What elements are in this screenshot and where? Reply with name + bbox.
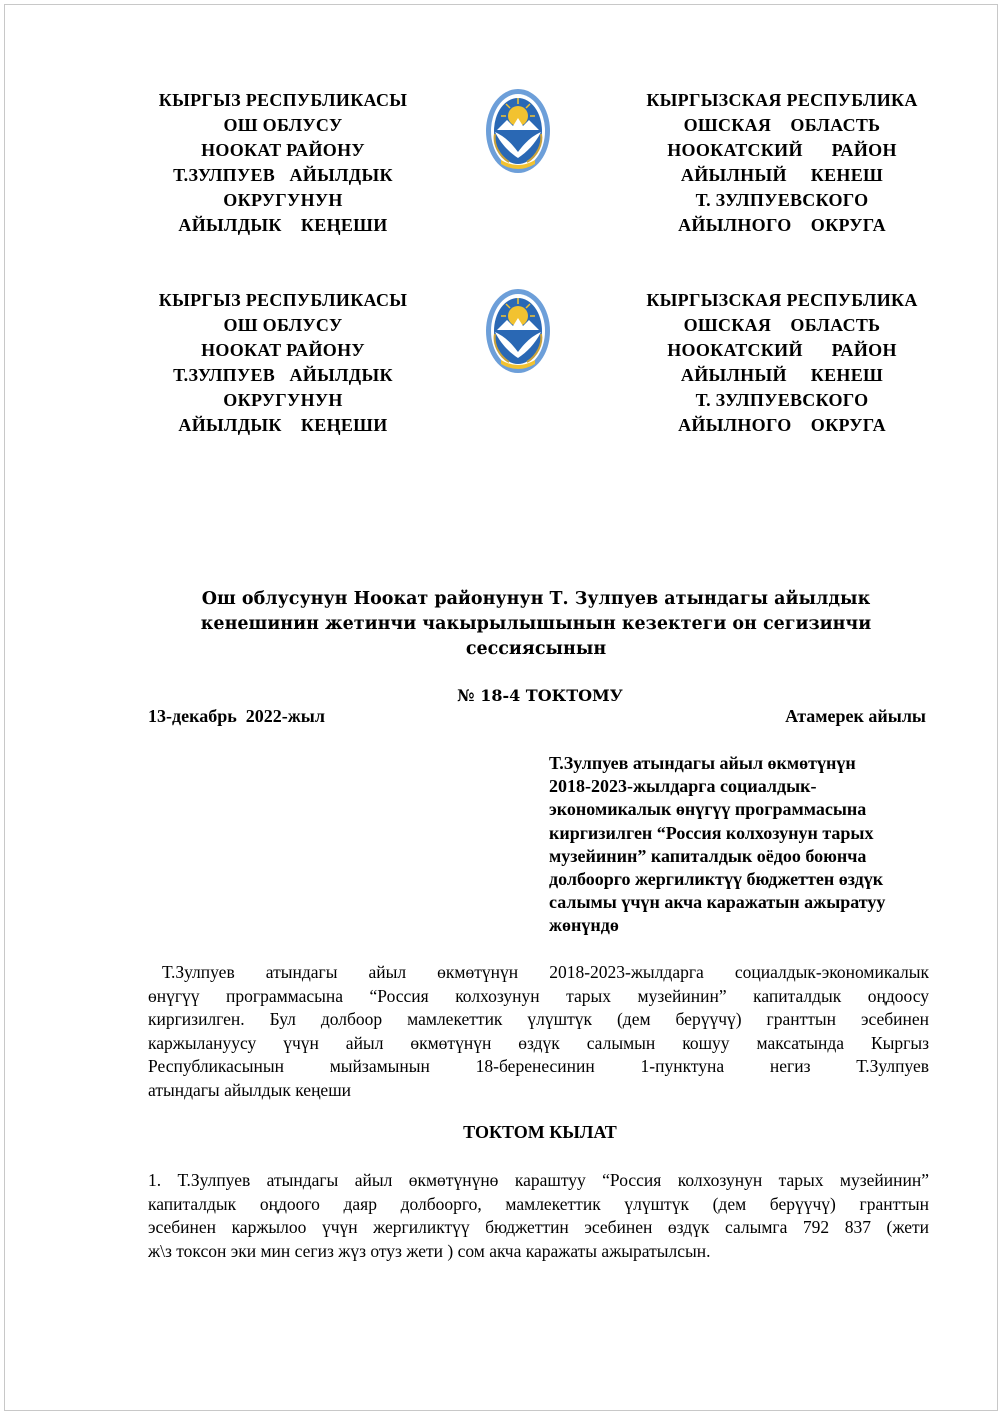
- letterhead-russian: [612, 288, 952, 438]
- letterhead-line: АЙЫЛНОГО ОКРУГА: [678, 415, 886, 435]
- subject-line: салымы үчүн акча каражатын ажыратуу: [549, 892, 886, 913]
- letterhead-line: НООКАТСКИЙ РАЙОН: [667, 340, 897, 360]
- point-line: 1. Т.Зулпуев атындагы айыл өкмөтүнүнө караштуу “Россия колхозунун тарых музейинин”: [148, 1170, 929, 1190]
- letterhead-line: ОШ ОБЛУСУ: [223, 315, 343, 335]
- document-title: [130, 587, 942, 662]
- subject-line: 2018-2023-жылдарга социалдык-: [549, 776, 817, 797]
- state-emblem-icon: [485, 288, 551, 374]
- subject-line: музейинин” капиталдык оёдоо боюнча: [549, 845, 867, 866]
- preamble-paragraph: [148, 961, 929, 1102]
- letterhead-line: Т.ЗУЛПУЕВ АЙЫЛДЫК: [173, 365, 393, 385]
- letterhead-line: АЙЫЛНОГО ОКРУГА: [678, 215, 886, 235]
- resolves-heading: ТОКТОМ КЫЛАТ: [463, 1122, 617, 1142]
- point-line: капиталдык оңдоого даяр долбоорго, мамлекеттик үлүштүк (дем берүүчү) гранттын: [148, 1193, 929, 1214]
- letterhead-line: Т. ЗУЛПУЕВСКОГО: [695, 390, 869, 410]
- letterhead-line: АЙЫЛДЫК КЕҢЕШИ: [178, 415, 388, 435]
- letterhead-kyrgyz: [113, 88, 453, 238]
- letterhead-line: НООКАТ РАЙОНУ: [201, 340, 365, 360]
- state-emblem-icon: [485, 88, 551, 174]
- letterhead-line: НООКАТСКИЙ РАЙОН: [667, 140, 897, 160]
- title-line: сессиясынын: [465, 639, 607, 659]
- subject-line: экономикалык өнүгүү программасына: [549, 799, 867, 820]
- subject-line: долбоорго жергиликтүү бюджеттен өздүк: [549, 869, 884, 890]
- resolution-point-1: [148, 1169, 929, 1263]
- decree-number: № 18-4 ТОКТОМУ: [457, 686, 623, 705]
- letterhead-line: ОШСКАЯ ОБЛАСТЬ: [683, 315, 881, 335]
- preamble-line: Т.Зулпуев атындагы айыл өкмөтүнүн 2018-2023-жылдарга социалдык-экономикалык: [162, 962, 929, 982]
- decree-place: Атамерек айылы: [785, 706, 926, 726]
- letterhead-line: АЙЫЛДЫК КЕҢЕШИ: [178, 215, 388, 235]
- preamble-line: Республикасынын мыйзамынын 18-беренесинин 1-пунктуна негиз Т.Зулпуев: [148, 1056, 929, 1076]
- letterhead-line: Т.ЗУЛПУЕВ АЙЫЛДЫК: [173, 165, 393, 185]
- letterhead-line: Т. ЗУЛПУЕВСКОГО: [695, 190, 869, 210]
- letterhead-line: АЙЫЛНЫЙ КЕНЕШ: [680, 365, 884, 385]
- letterhead-2: [0, 288, 1004, 438]
- preamble-line: атындагы айылдык кеңеши: [148, 1079, 352, 1100]
- subject-line: жөнүндө: [549, 915, 619, 936]
- letterhead-line: КЫРГЫЗСКАЯ РЕСПУБЛИКА: [646, 290, 918, 310]
- letterhead-russian: [612, 88, 952, 238]
- preamble-line: өнүгүү программасына “Россия колхозунун тарых музейинин” капиталдык оңдоосу: [148, 985, 929, 1006]
- preamble-line: киргизилген. Бул долбоор мамлекеттик үлүштүк (дем берүүчү) гранттын эсебинен: [148, 1009, 929, 1029]
- decree-date: 13-декабрь 2022-жыл: [148, 706, 325, 726]
- subject-line: киргизилген “Россия колхозунун тарых: [549, 822, 874, 843]
- preamble-line: каржылануусу үчүн айыл өкмөтүнүн өздүк салымын кошуу максатында Кыргыз: [148, 1032, 929, 1053]
- letterhead-line: АЙЫЛНЫЙ КЕНЕШ: [680, 165, 884, 185]
- letterhead-line: КЫРГЫЗСКАЯ РЕСПУБЛИКА: [646, 90, 918, 110]
- letterhead-1: [0, 88, 1004, 238]
- title-line: Ош облусунун Ноокат районунун Т. Зулпуев атындагы айылдык: [201, 589, 871, 609]
- letterhead-line: ОШСКАЯ ОБЛАСТЬ: [683, 115, 881, 135]
- letterhead-kyrgyz: [113, 288, 453, 438]
- point-line: эсебинен каржылоо үчүн жергиликтүү бюджеттин эсебинен өздүк салымга 792 837 (жети: [148, 1217, 929, 1237]
- letterhead-line: ОКРУГУНУН: [223, 390, 343, 410]
- decree-subject: [549, 752, 939, 938]
- subject-line: Т.Зулпуев атындагы айыл өкмөтүнүн: [549, 753, 856, 773]
- title-line: кенешинин жетинчи чакырылышынын кезектеги он сегизинчи: [200, 614, 872, 634]
- letterhead-line: КЫРГЫЗ РЕСПУБЛИКАСЫ: [158, 90, 408, 110]
- letterhead-line: ОШ ОБЛУСУ: [223, 115, 343, 135]
- point-line: ж\з токсон эки мин сегиз жүз отуз жети ) сом акча каражаты ажыратылсын.: [148, 1240, 711, 1261]
- letterhead-line: НООКАТ РАЙОНУ: [201, 140, 365, 160]
- letterhead-line: ОКРУГУНУН: [223, 190, 343, 210]
- letterhead-line: КЫРГЫЗ РЕСПУБЛИКАСЫ: [158, 290, 408, 310]
